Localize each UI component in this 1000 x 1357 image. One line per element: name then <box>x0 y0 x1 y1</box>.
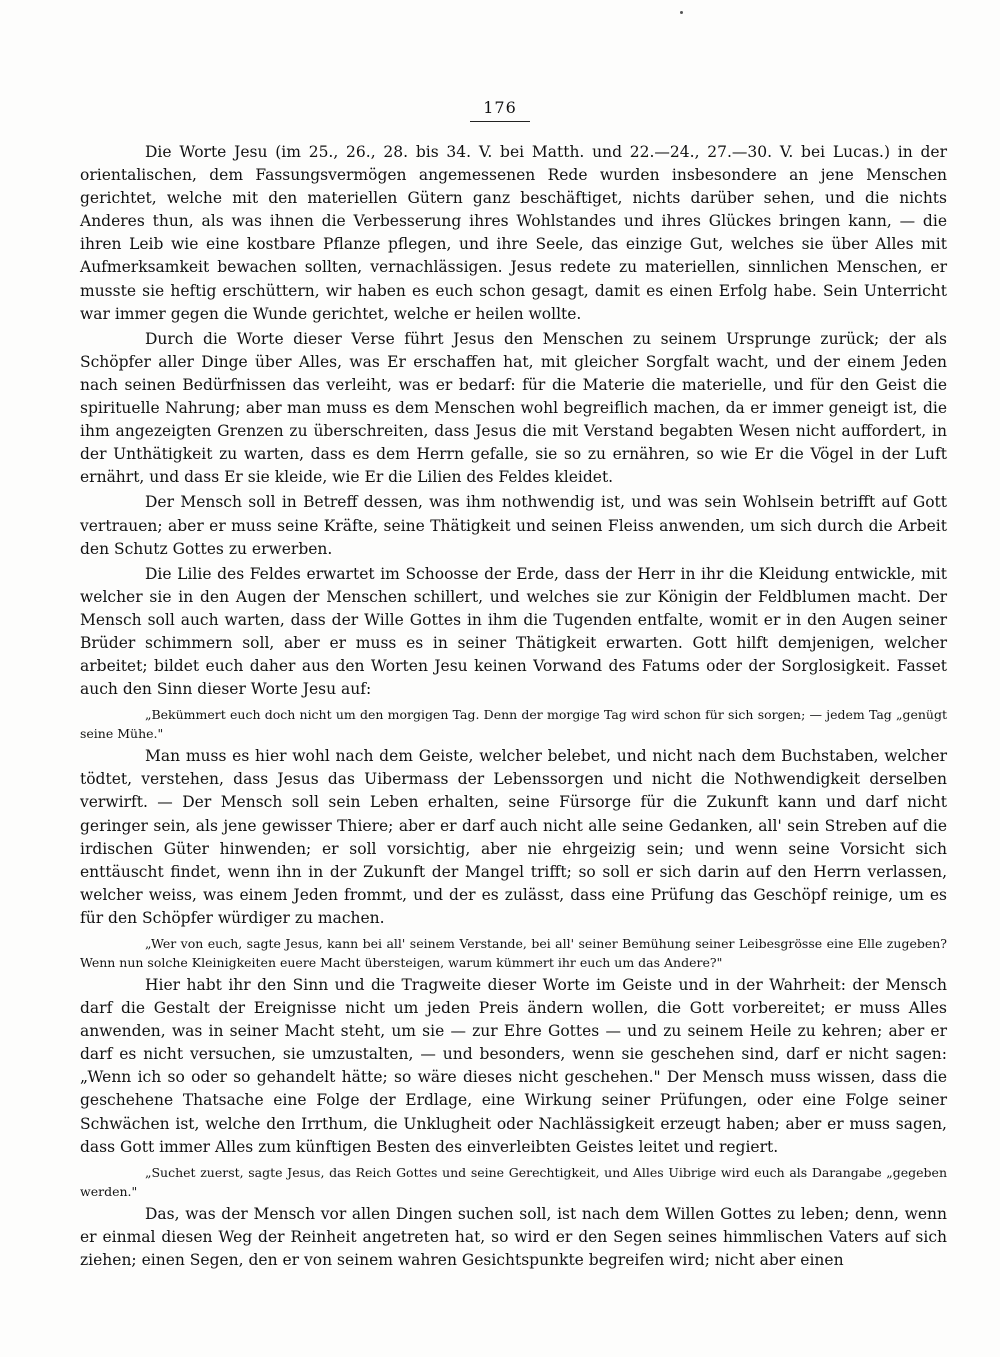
print-speck <box>680 11 683 14</box>
paragraph: Das, was der Mensch vor allen Dingen suchen soll, ist nach dem Willen Gottes zu leben; denn, wenn er einmal diesen Weg der Reinheit angetreten hat, so wird er den Segen seines himmlischen Vaters auf sich ziehen; einen Segen, den er von seinem wahren Gesichtspunkte begreifen wird; nicht aber einen <box>80 1204 947 1269</box>
body-text <box>80 141 947 1272</box>
paragraph: Die Worte Jesu (im 25., 26., 28. bis 34. V. bei Matth. und 22.—24., 27.—30. V. bei Lucas.) in der orientalischen, dem Fassungsvermögen angemessenen Rede wurden insbesondere an jene Menschen gerichtet, welche mit den materiellen Gütern ganz beschäftiget, nichts darüber sehen, und die nichts Anderes thun, als was ihnen die Verbesserung ihres Wohlstandes und ihres Glückes bringen kann, — die ihren Leib wie eine kostbare Pflanze pflegen, und ihre Seele, das einzige Gut, welches sie über Alles mit Aufmerksamkeit bewachen sollten, vernachlässigen. Jesus redete zu materiellen, sinnlichen Menschen, er musste sie heftig erschüttern, wir haben es euch schon gesagt, damit es einen Erfolg habe. Sein Unterricht war immer gegen die Wunde gerichtet, welche er heilen wollte. <box>80 143 947 323</box>
scripture-quote: „Suchet zuerst, sagte Jesus, das Reich Gottes und seine Gerechtigkeit, und Alles Uibrige wird euch als Darangabe „gegeben werden." <box>80 1164 947 1199</box>
paragraph: Durch die Worte dieser Verse führt Jesus den Menschen zu seinem Ursprunge zurück; der als Schöpfer aller Dinge über Alles, was Er erschaffen hat, mit gleicher Sorgfalt wacht, und der einem Jeden nach seinen Bedürfnissen das verleiht, was er bedarf: für die Materie die materielle, und für den Geist die spirituelle Nahrung; aber man muss es dem Menschen wohl begreiflich machen, da er immer geneigt ist, die ihm angezeigten Grenzen zu überschreiten, dass Jesus die mit Verstand begabten Wesen nicht auffordert, in der Unthätigkeit zu warten, dass es dem Herrn gefalle, sie so zu ernähren, so wie Er die Vögel in der Luft ernährt, und dass Er sie kleide, wie Er die Lilien des Feldes kleidet. <box>80 329 947 487</box>
page-number-rule <box>470 121 530 122</box>
scripture-quote: „Wer von euch, sagte Jesus, kann bei all' seinem Verstande, bei all' seiner Bemühung seiner Leibesgrösse eine Elle zugeben? Wenn nun solche Kleinigkeiten euere Macht übersteigen, warum kümmert ihr euch um das Andere?" <box>80 936 947 970</box>
paragraph: Man muss es hier wohl nach dem Geiste, welcher belebet, und nicht nach dem Buchstaben, welcher tödtet, verstehen, dass Jesus das Uibermass der Lebenssorgen und nicht die Nothwendigkeit derselben verwirft. — Der Mensch soll sein Leben erhalten, seine Fürsorge für die Zukunft kann und darf nicht geringer sein, als jene gewisser Thiere; aber er darf auch nicht alle seine Gedanken, all' sein Streben auf die irdischen Güter hinwenden; er soll vorsichtig, aber nie ehrgeizig sein; und wenn seine Vorsicht sich enttäuscht findet, wenn ihn in der Zukunft der Mangel trifft; so soll er sich darin auf den Herrn verlassen, welcher weiss, was einem Jeden frommt, und der es zulässt, dass eine Prüfung das Geschöpf reinige, um es für den Schöpfer würdiger zu machen. <box>80 747 947 927</box>
paragraph: Hier habt ihr den Sinn und die Tragweite dieser Worte im Geiste und in der Wahrheit: der Mensch darf die Gestalt der Ereignisse nicht um jeden Preis ändern wollen, die Gott vorbereitet; er muss Alles anwenden, was in seiner Macht steht, um sie — zur Ehre Gottes — und zu seinem Heile zu kehren; aber er darf es nicht versuchen, sie umzustalten, — und besonders, wenn sie geschehen sind, darf er nicht sagen: „Wenn ich so oder so gehandelt hätte; so wäre dieses nicht geschehen." Der Mensch muss wissen, dass die geschehene Thatsache eine Folge der Erdlage, eine Wirkung seiner Prüfungen, oder eine Folge seiner Schwächen ist, welche den Irrthum, die Unklugheit oder Nachlässigkeit erzeugt haben; aber er muss sagen, dass Gott immer Alles zum künftigen Besten des einverleibten Geistes leitet und regiert. <box>80 976 947 1156</box>
scripture-quote: „Bekümmert euch doch nicht um den morgigen Tag. Denn der morgige Tag wird schon für sich sorgen; — jedem Tag „genügt seine Mühe." <box>80 707 947 742</box>
paragraph: Die Lilie des Feldes erwartet im Schoosse der Erde, dass der Herr in ihr die Kleidung entwickle, mit welcher sie in den Augen der Menschen schillert, und welches sie zur Königin der Feldblumen macht. Der Mensch soll auch warten, dass der Wille Gottes in ihm die Tugenden entfalte, womit er in den Augen seiner Brüder schimmern soll, aber er muss es in seiner Thätigkeit erwarten. Gott hilft demjenigen, welcher arbeitet; bildet euch daher aus den Worten Jesu keinen Vorwand des Fatums oder der Sorglosigkeit. Fasset auch den Sinn dieser Worte Jesu auf: <box>80 564 947 699</box>
page-number: 176 <box>483 98 517 117</box>
paragraph: Der Mensch soll in Betreff dessen, was ihm nothwendig ist, und was sein Wohlsein betrifft auf Gott vertrauen; aber er muss seine Kräfte, seine Thätigkeit und seinen Fleiss anwenden, um sich durch die Arbeit den Schutz Gottes zu erwerben. <box>80 493 947 558</box>
